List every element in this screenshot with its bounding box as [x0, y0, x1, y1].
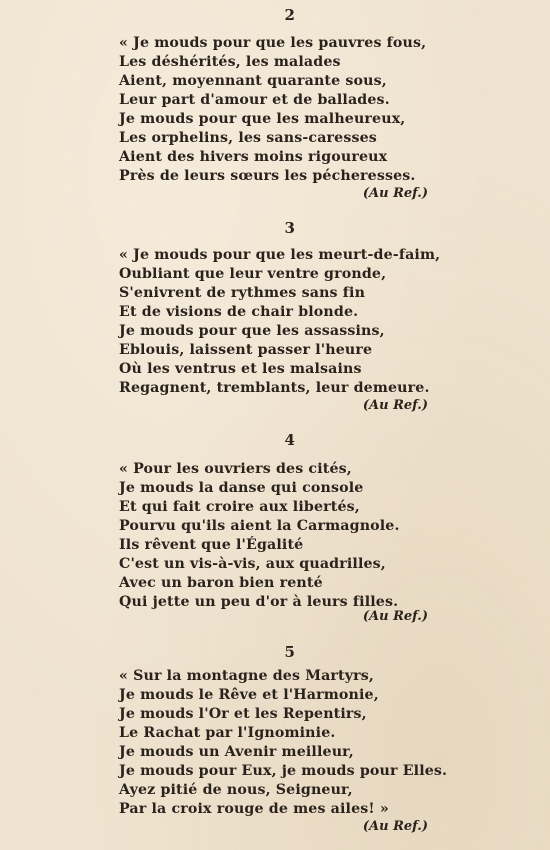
verse-line: Pourvu qu'ils aient la Carmagnole.	[119, 518, 400, 534]
verse-line: « Sur la montagne des Martyrs,	[119, 668, 374, 684]
verse-line: « Je mouds pour que les meurt-de-faim,	[119, 247, 441, 263]
verse-line: C'est un vis-à-vis, aux quadrilles,	[119, 556, 386, 572]
verse-line: Aient, moyennant quarante sous,	[119, 73, 387, 89]
verse-line: Les déshérités, les malades	[119, 54, 341, 70]
stanza-number: 4	[284, 431, 296, 449]
verse-line: Ils rêvent que l'Égalité	[119, 537, 304, 553]
verse-line: Et qui fait croire aux libertés,	[119, 499, 360, 515]
verse-line: Je mouds l'Or et les Repentirs,	[119, 706, 367, 722]
verse-line: Qui jette un peu d'or à leurs filles.	[119, 594, 399, 610]
refrain-reference: (Au Ref.)	[362, 819, 428, 834]
verse-line: Avec un baron bien renté	[119, 575, 323, 591]
verse-line: Je mouds pour que les assassins,	[119, 323, 385, 339]
verse-list	[119, 246, 440, 398]
verse-line: Ayez pitié de nous, Seigneur,	[119, 782, 353, 798]
refrain-reference: (Au Ref.)	[362, 609, 428, 624]
verse-line: Je mouds pour Eux, je mouds pour Elles.	[119, 763, 448, 779]
verse-list	[119, 34, 426, 186]
refrain-reference: (Au Ref.)	[362, 398, 428, 413]
stanza-number: 5	[284, 643, 296, 661]
verse-line: Leur part d'amour et de ballades.	[119, 92, 390, 108]
verse-line: Regagnent, tremblants, leur demeure.	[119, 380, 430, 396]
verse-line: Les orphelins, les sans-caresses	[119, 130, 377, 146]
verse-line: Le Rachat par l'Ignominie.	[119, 725, 336, 741]
verse-line: Par la croix rouge de mes ailes! »	[119, 801, 389, 817]
verse-line: Aient des hivers moins rigoureux	[119, 149, 388, 165]
verse-line: Où les ventrus et les malsains	[119, 361, 362, 377]
refrain-reference: (Au Ref.)	[362, 186, 428, 201]
verse-list	[119, 460, 400, 612]
verse-line: Près de leurs sœurs les pécheresses.	[119, 168, 416, 184]
verse-line: « Je mouds pour que les pauvres fous,	[119, 35, 427, 51]
verse-line: Eblouis, laissent passer l'heure	[119, 342, 373, 358]
verse-line: Oubliant que leur ventre gronde,	[119, 266, 387, 282]
verse-line: Je mouds la danse qui console	[119, 480, 364, 496]
verse-line: Je mouds le Rêve et l'Harmonie,	[119, 687, 379, 703]
stanza-number: 2	[284, 6, 296, 24]
verse-line: Je mouds pour que les malheureux,	[119, 111, 406, 127]
verse-list	[119, 667, 447, 819]
verse-line: Et de visions de chair blonde.	[119, 304, 359, 320]
verse-line: « Pour les ouvriers des cités,	[119, 461, 352, 477]
stanza-number: 3	[284, 219, 296, 237]
verse-line: Je mouds un Avenir meilleur,	[119, 744, 354, 760]
verse-line: S'enivrent de rythmes sans fin	[119, 285, 366, 301]
